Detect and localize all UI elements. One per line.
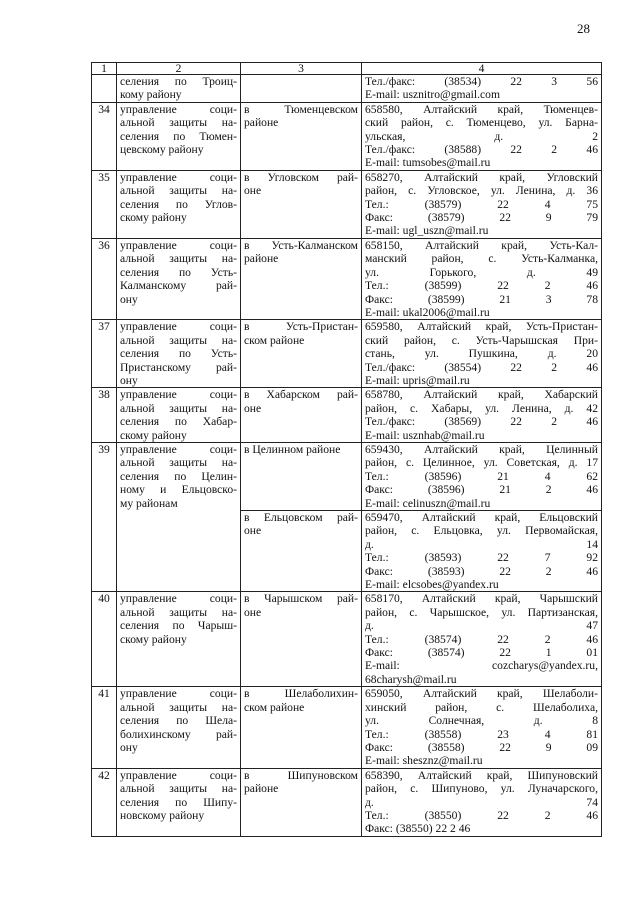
contact-details-line: 659580, Алтайский край, Усть-Пристан- [365,320,598,334]
contact-details-line: 658780, Алтайский край, Хабарский [365,388,598,402]
contact-details [362,687,602,768]
district-location-line: в Чарышском рай- [244,592,358,606]
organization-name-line: альной защиты на- [120,605,237,619]
contact-details-line: 658390, Алтайский край, Шипуновский [365,768,598,782]
contact-details-line: Тел.: (38596) 21 4 62 [365,469,598,483]
organization-name-line: селения по Углов- [120,197,237,211]
organization-name [117,768,241,836]
contact-details-line: E-mail: upris@mail.ru [365,373,470,387]
contact-details-line: Факс: (38593) 22 2 46 [365,564,598,578]
organization-name [117,442,241,591]
contact-details-line: Факс: (38599) 21 3 78 [365,292,598,306]
table-row [92,592,602,687]
district-location [241,511,362,592]
contact-details-line: манский район, с. Усть-Калманка, [365,252,598,266]
district-location-line: в Шипуновском [244,768,358,782]
organization-name [117,388,241,443]
contact-details-line: Тел./факс: (38554) 22 2 46 [365,360,598,374]
organization-name-line: Пристанскому рай- [120,360,237,374]
table-row [92,768,602,836]
organization-name-line: селения по Троиц- [120,75,237,88]
row-number: 38 [92,388,117,443]
district-location-line: оне [244,401,262,415]
district-location [241,238,362,319]
contact-details [362,511,602,592]
district-location-line: районе [244,116,279,130]
contact-details-line: д. 47 [365,619,598,633]
row-number [92,75,117,103]
contact-details-line: район, с. Шипуново, ул. Луначарского, [365,782,598,796]
district-location [241,170,362,238]
contact-details-line: E-mail: shesznz@mail.ru [365,754,483,768]
organization-name-line: управление соци- [120,170,237,184]
contact-details-line: Тел.: (38550) 22 2 46 [365,808,598,822]
organization-name [117,238,241,319]
row-number: 36 [92,238,117,319]
table-row [92,238,602,319]
organization-name-line: скому району [120,428,187,442]
district-location-line: в Угловском рай- [244,170,358,184]
contact-details-line: Тел.: (38593) 22 7 92 [365,551,598,565]
district-location [241,75,362,103]
contact-details-line: Тел./факс: (38588) 22 2 46 [365,143,598,157]
district-location-line: оне [244,605,262,619]
organization-name-line: управление соци- [120,687,237,701]
contact-details [362,320,602,388]
district-location-line: в Целинном районе [244,442,341,456]
organization-name-line: альной защиты на- [120,333,237,347]
contact-details [362,592,602,687]
district-location [241,102,362,170]
row-number: 35 [92,170,117,238]
organization-name [117,592,241,687]
contact-details [362,102,602,170]
organization-name-line: альной защиты на- [120,456,237,470]
district-location-line: ском районе [244,333,305,347]
page-number: 28 [577,21,590,36]
organization-name-line: скому району [120,632,187,646]
contact-details-line: ский район, с. Тюменцево, ул. Барна- [365,116,598,130]
contact-details-line: 659430, Алтайский край, Целинный [365,442,598,456]
district-location [241,768,362,836]
table-row [92,687,602,768]
contact-details-line: E-mail: usznitro@gmail.com [365,88,500,102]
column-number-3: 3 [241,63,362,75]
organization-name-line: альной защиты на- [120,401,237,415]
district-location [241,320,362,388]
contact-details-line: Тел.: (38574) 22 2 46 [365,632,598,646]
contact-details-line: Тел.: (38599) 22 2 46 [365,279,598,293]
organization-name-line: альной защиты на- [120,782,237,796]
contact-details-line: Факс: (38550) 22 2 46 [365,822,471,836]
organization-name-line: цевскому району [120,143,204,157]
contact-details-line: стань, ул. Пушкина, д. 20 [365,347,598,361]
organization-name-line: новскому району [120,808,205,822]
table-row [92,320,602,388]
organization-name-line: селения по Хабар- [120,415,237,429]
organization-name-line: ону [120,373,138,387]
organization-name-line: селения по Тюмен- [120,129,237,143]
contact-details-line: ул. Солнечная, д. 8 [365,714,598,728]
district-location-line: в Усть-Калманском [244,238,358,252]
table-row [92,75,602,103]
social-protection-offices-table [91,62,602,837]
contact-details-line: Тел.: (38558) 23 4 81 [365,727,598,741]
row-number: 39 [92,442,117,591]
contact-details-line: E-mail: usznhab@mail.ru [365,428,485,442]
organization-name-line: управление соци- [120,768,237,782]
organization-name-line: альной защиты на- [120,116,237,130]
district-location-line: районе [244,252,279,266]
contact-details-line: 659470, Алтайский край, Ельцовский [365,511,598,524]
contact-details-line: район, с. Ельцовка, ул. Первомайская, [365,524,598,538]
organization-name-line: ону [120,740,138,754]
district-location-line: ском районе [244,700,305,714]
contact-details-line: д. 14 [365,537,598,551]
column-number-4: 4 [362,63,602,75]
table-row [92,442,602,510]
contact-details-line: район, с. Угловское, ул. Ленина, д. 36 [365,184,598,198]
district-location [241,592,362,687]
organization-name-line: управление соци- [120,102,237,116]
contact-details [362,75,602,103]
row-number: 37 [92,320,117,388]
row-number: 42 [92,768,117,836]
organization-name-line: альной защиты на- [120,184,237,198]
contact-details-line: Факс: (38558) 22 9 09 [365,740,598,754]
contact-details [362,170,602,238]
district-location [241,388,362,443]
district-location-line: оне [244,524,262,538]
contact-details-line: 658580, Алтайский край, Тюменцев- [365,102,598,116]
column-number-2: 2 [117,63,241,75]
contact-details-line: район, с. Хабары, ул. Ленина, д. 42 [365,401,598,415]
organization-name [117,320,241,388]
column-number-row [92,63,602,75]
district-location-line: в Шелаболихин- [244,687,358,701]
organization-name-line: управление соци- [120,320,237,334]
contact-details-line: Тел.: (38579) 22 4 75 [365,197,598,211]
organization-name-line: альной защиты на- [120,700,237,714]
table-row [92,102,602,170]
contact-details-line: 659050, Алтайский край, Шелаболи- [365,687,598,701]
organization-name-line: селения по Усть- [120,265,237,279]
contact-details-line: E-mail: elcsobes@yandex.ru [365,578,499,592]
contact-details-line: Факс: (38579) 22 9 79 [365,211,598,225]
organization-name-line: селения по Чарыш- [120,619,237,633]
organization-name [117,687,241,768]
table-row [92,388,602,443]
district-location-line: в Ельцовском рай- [244,511,358,524]
district-location-line: оне [244,184,262,198]
organization-name-line: кому району [120,88,182,102]
contact-details-line: Тел./факс: (38569) 22 2 46 [365,415,598,429]
organization-name-line: ному и Ельцовско- [120,483,237,497]
organization-name-line: управление соци- [120,388,237,402]
row-number: 41 [92,687,117,768]
organization-name-line: му районам [120,496,178,510]
organization-name [117,102,241,170]
contact-details-line: Факс: (38596) 21 2 46 [365,483,598,497]
contact-details-line: E-mail: cozcharys@yandex.ru, [365,659,598,673]
row-number: 34 [92,102,117,170]
district-location-line: в Хабарском рай- [244,388,358,402]
organization-name-line: Калманскому рай- [120,279,237,293]
contact-details-line: Факс: (38574) 22 1 01 [365,646,598,660]
contact-details [362,768,602,836]
organization-name-line: ону [120,292,138,306]
organization-name-line: селения по Целин- [120,469,237,483]
district-location [241,442,362,510]
table-row [92,170,602,238]
contact-details-line: ский район, с. Усть-Чарышская При- [365,333,598,347]
contact-details [362,442,602,510]
contact-details-line: E-mail: tumsobes@mail.ru [365,156,491,170]
contact-details-line: 658150, Алтайский край, Усть-Кал- [365,238,598,252]
contact-details-line: 658170, Алтайский край, Чарышский [365,592,598,606]
contact-details-line: E-mail: celinuszn@mail.ru [365,496,491,510]
organization-name-line: селения по Усть- [120,347,237,361]
organization-name-line: альной защиты на- [120,252,237,266]
row-number: 40 [92,592,117,687]
contact-details-line: район, с. Чарышское, ул. Партизанская, [365,605,598,619]
contact-details-line: Тел./факс: (38534) 22 3 56 [365,75,598,88]
contact-details-line: ул. Горького, д. 49 [365,265,598,279]
organization-name-line: управление соци- [120,238,237,252]
contact-details-line: д. 74 [365,795,598,809]
organization-name-line: управление соци- [120,592,237,606]
contact-details-line: E-mail: ugl_uszn@mail.ru [365,224,489,238]
column-number-1: 1 [92,63,117,75]
district-location-line: в Тюменцевском [244,102,358,116]
organization-name-line: селения по Шипу- [120,795,237,809]
district-location [241,687,362,768]
organization-name-line: болихинскому рай- [120,727,237,741]
contact-details-line: район, с. Целинное, ул. Советская, д. 17 [365,456,598,470]
contact-details [362,388,602,443]
district-location-line: в Усть-Пристан- [244,320,358,334]
contact-details-line: E-mail: ukal2006@mail.ru [365,305,490,319]
contact-details [362,238,602,319]
contact-details-line: 68charysh@mail.ru [365,672,457,686]
organization-name-line: скому району [120,211,187,225]
organization-name [117,75,241,103]
organization-name [117,170,241,238]
contact-details-line: 658270, Алтайский край, Угловский [365,170,598,184]
contact-details-line: ульская, д. 2 [365,129,598,143]
contact-details-line: хинский район, с. Шелаболиха, [365,700,598,714]
organization-name-line: управление соци- [120,442,237,456]
district-location-line: районе [244,782,279,796]
organization-name-line: селения по Шела- [120,714,237,728]
